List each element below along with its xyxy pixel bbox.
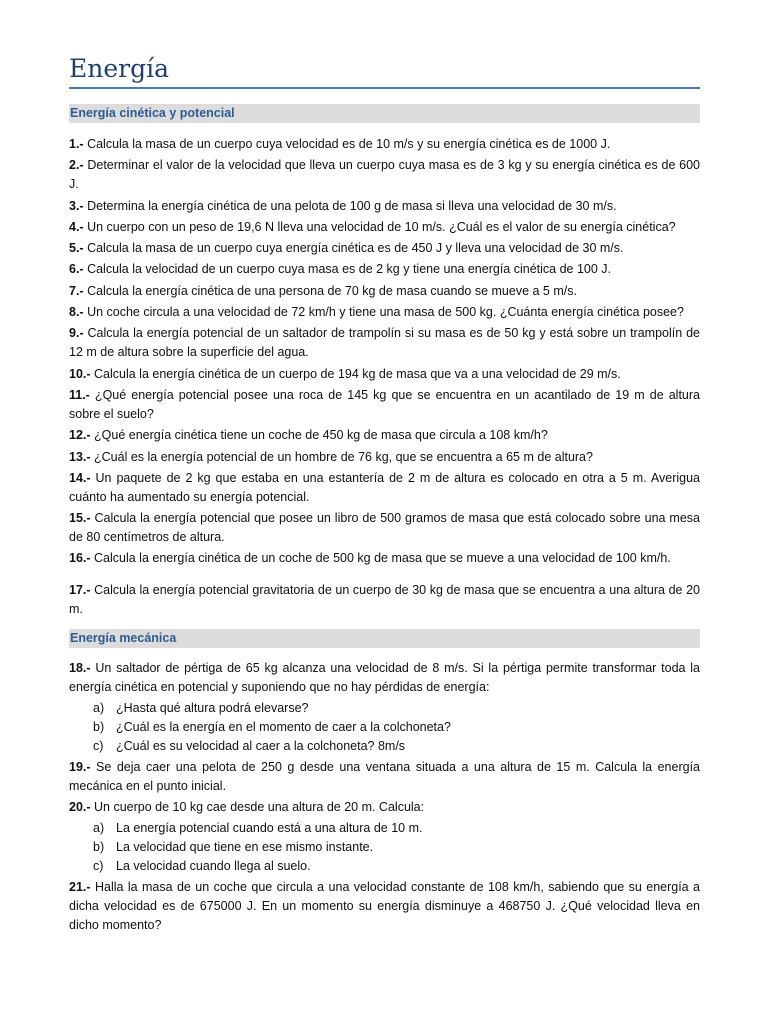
question-number: 14.- [69, 470, 91, 485]
question-number: 4.- [69, 219, 84, 234]
subquestion-letter: b) [93, 839, 105, 854]
subquestion-text: ¿Hasta qué altura podrá elevarse? [116, 700, 309, 715]
title-underline [69, 87, 700, 89]
question-text: Calcula la energía potencial que posee un libro de 500 gramos de masa que está colocado sobre una mesa de 80 centímetros de altura. [69, 511, 700, 545]
question-number: 16.- [69, 551, 91, 566]
subquestion-letter: c) [93, 858, 104, 873]
subquestion-text: ¿Cuál es la energía en el momento de caer a la colchoneta? [116, 719, 451, 734]
question-18 [69, 659, 700, 697]
question-13 [69, 448, 700, 467]
question-number: 5.- [69, 241, 84, 256]
question-text: Calcula la energía potencial gravitatoria de un cuerpo de 30 kg de masa que se encuentra a una altura de 20 m. [69, 582, 700, 616]
question-text: Calcula la masa de un cuerpo cuya energía cinética es de 450 J y lleva una velocidad de 30 m/s. [83, 241, 624, 256]
question-17 [69, 581, 700, 619]
question-text: Calcula la energía potencial de un saltador de trampolín si su masa es de 50 kg y está sobre un trampolín de 12 m de altura sobre la superficie del agua. [69, 326, 700, 360]
question-number: 11.- [69, 387, 90, 402]
subquestion-20a [69, 819, 700, 838]
question-text: Halla la masa de un coche que circula a una velocidad constante de 108 km/h, sabiendo que su energía a dicha velocidad es de 675000 J. En un momento su energía disminuye a 468750 J. ¿Qué velocidad lleva en dicho momento? [69, 879, 700, 932]
question-text: Un paquete de 2 kg que estaba en una estantería de 2 m de altura es colocado en otra a 5 m. Averigua cuánto ha aumentado su energía potencial. [69, 470, 700, 504]
question-number: 8.- [69, 305, 84, 320]
question-1 [69, 135, 700, 154]
question-2 [69, 156, 700, 194]
question-list-kinetic-potential [69, 135, 700, 619]
question-text: Calcula la velocidad de un cuerpo cuya masa es de 2 kg y tiene una energía cinética de 100 J. [83, 262, 612, 277]
question-number: 9.- [69, 326, 84, 341]
question-4 [69, 218, 700, 237]
question-number: 19.- [69, 759, 91, 774]
question-text: ¿Qué energía potencial posee una roca de 145 kg que se encuentra en un acantilado de 19 m de altura sobre el suelo? [69, 387, 700, 421]
question-5 [69, 239, 700, 258]
subquestion-18b [69, 718, 700, 737]
question-text: ¿Qué energía cinética tiene un coche de 450 kg de masa que circula a 108 km/h? [90, 428, 548, 443]
question-number: 17.- [69, 582, 91, 597]
question-number: 18.- [69, 660, 91, 675]
question-3 [69, 197, 700, 216]
question-10 [69, 365, 700, 384]
question-11 [69, 386, 700, 424]
subquestion-letter: c) [93, 738, 104, 753]
question-number: 10.- [69, 366, 91, 381]
question-8 [69, 303, 700, 322]
question-14 [69, 469, 700, 507]
subquestion-18c [69, 737, 700, 756]
question-7 [69, 282, 700, 301]
question-16 [69, 549, 700, 568]
question-9 [69, 324, 700, 362]
subquestion-18a [69, 699, 700, 718]
question-number: 7.- [69, 283, 84, 298]
subquestion-text: ¿Cuál es su velocidad al caer a la colchoneta? 8m/s [116, 738, 406, 753]
question-text: Calcula la energía cinética de una persona de 70 kg de masa cuando se mueve a 5 m/s. [83, 283, 577, 298]
question-number: 12.- [69, 428, 91, 443]
question-number: 3.- [69, 198, 84, 213]
question-text: Un cuerpo con un peso de 19,6 N lleva una velocidad de 10 m/s. ¿Cuál es el valor de su energía cinética? [83, 219, 676, 234]
question-number: 2.- [69, 158, 84, 173]
question-6 [69, 260, 700, 279]
section-heading-kinetic-potential: Energía cinética y potencial [69, 104, 700, 123]
question-list-mechanical [69, 659, 700, 935]
question-text: Determinar el valor de la velocidad que lleva un cuerpo cuya masa es de 3 kg y su energía cinética es de 600 J. [69, 158, 700, 192]
question-text: Un coche circula a una velocidad de 72 km/h y tiene una masa de 500 kg. ¿Cuánta energía cinética posee? [83, 305, 684, 320]
question-text: Se deja caer una pelota de 250 g desde una ventana situada a una altura de 15 m. Calcula la energía mecánica en el punto inicial. [69, 759, 700, 793]
question-text: ¿Cuál es la energía potencial de un hombre de 76 kg, que se encuentra a 65 m de altura? [90, 449, 593, 464]
question-number: 1.- [69, 137, 84, 151]
question-text: Determina la energía cinética de una pelota de 100 g de masa si lleva una velocidad de 30 m/s. [83, 198, 617, 213]
question-number: 13.- [69, 449, 91, 464]
question-text: Un saltador de pértiga de 65 kg alcanza una velocidad de 8 m/s. Si la pértiga permite transformar toda la energía cinética en potencial y suponiendo que no hay pérdidas de energía: [69, 660, 700, 694]
question-15 [69, 509, 700, 547]
question-number: 21.- [69, 879, 91, 894]
subquestion-text: La velocidad que tiene en ese mismo instante. [116, 839, 374, 854]
question-20 [69, 798, 700, 817]
question-21 [69, 878, 700, 935]
subquestion-text: La energía potencial cuando está a una altura de 10 m. [116, 820, 423, 835]
spacer [69, 571, 700, 581]
question-number: 6.- [69, 262, 84, 277]
question-text: Calcula la masa de un cuerpo cuya velocidad es de 10 m/s y su energía cinética es de 1000 J. [83, 137, 611, 151]
question-12 [69, 426, 700, 445]
question-number: 20.- [69, 799, 91, 814]
subquestion-20c [69, 857, 700, 876]
subquestion-letter: a) [93, 700, 105, 715]
section-heading-mechanical: Energía mecánica [69, 629, 700, 648]
subquestion-letter: a) [93, 820, 105, 835]
subquestion-20b [69, 838, 700, 857]
question-19 [69, 758, 700, 796]
subquestion-text: La velocidad cuando llega al suelo. [116, 858, 311, 873]
question-text: Calcula la energía cinética de un coche de 500 kg de masa que se mueve a una velocidad de 100 km/h. [90, 551, 671, 566]
question-text: Calcula la energía cinética de un cuerpo de 194 kg de masa que va a una velocidad de 29 m/s. [90, 366, 621, 381]
question-text: Un cuerpo de 10 kg cae desde una altura de 20 m. Calcula: [90, 799, 425, 814]
page-title: Energía [69, 54, 169, 83]
question-number: 15.- [69, 511, 91, 526]
subquestion-letter: b) [93, 719, 105, 734]
